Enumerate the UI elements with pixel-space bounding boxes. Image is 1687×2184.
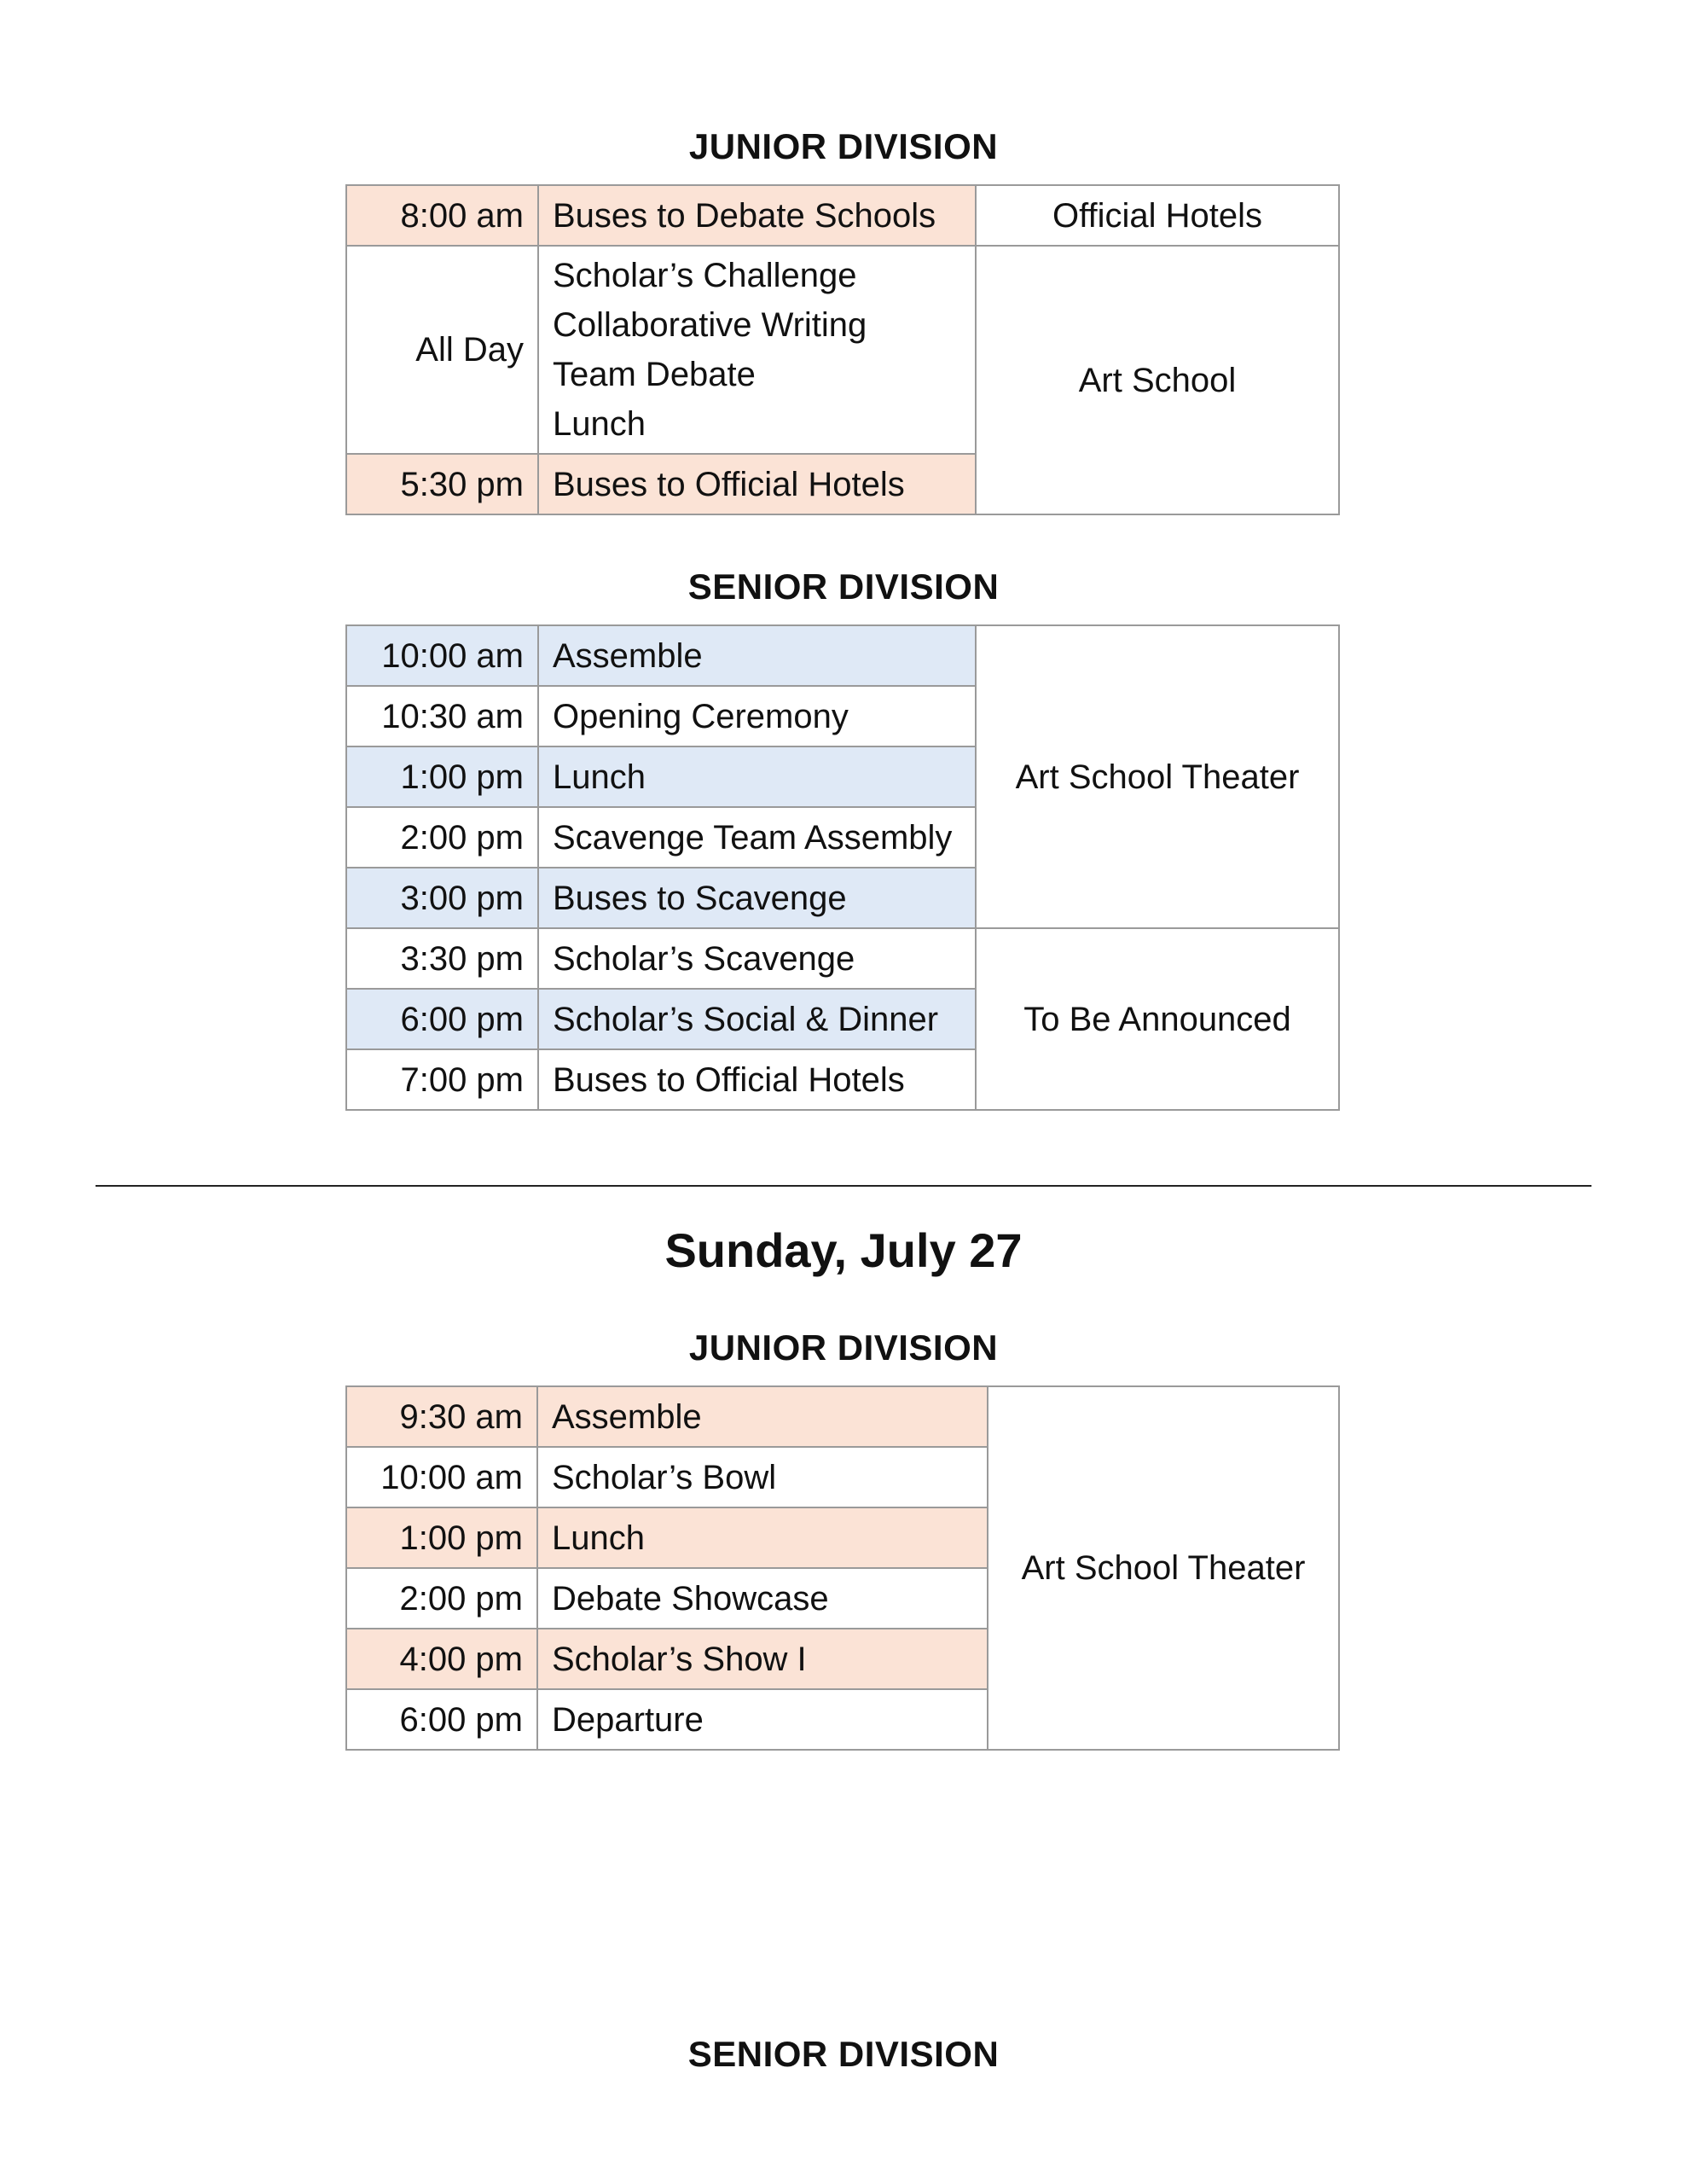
time-cell: 2:00 pm (346, 1568, 537, 1629)
table-row (346, 1386, 1339, 1447)
time-cell: 9:30 am (346, 1386, 537, 1447)
time-cell: 10:00 am (346, 1447, 537, 1507)
event-cell: Opening Ceremony (538, 686, 976, 746)
junior-division-heading: JUNIOR DIVISION (688, 126, 999, 166)
day-title: Sunday, July 27 (664, 1223, 1023, 1277)
time-cell: 10:30 am (346, 686, 538, 746)
location-cell: Official Hotels (976, 185, 1339, 246)
event-cell: Buses to Debate Schools (538, 185, 976, 246)
event-cell: Assemble (538, 625, 976, 686)
event-cell (538, 246, 976, 454)
senior-division-heading: SENIOR DIVISION (687, 2034, 1000, 2074)
time-cell: 3:00 pm (346, 868, 538, 928)
time-cell: 8:00 am (346, 185, 538, 246)
time-cell: 6:00 pm (346, 1689, 537, 1750)
table-row (346, 185, 1339, 246)
location-cell: To Be Announced (976, 928, 1339, 1110)
section-divider (96, 1185, 1591, 1187)
location-cell: Art School Theater (988, 1386, 1339, 1750)
event-cell: Departure (537, 1689, 988, 1750)
time-cell: 5:30 pm (346, 454, 538, 514)
time-cell: 3:30 pm (346, 928, 538, 989)
event-cell: Scavenge Team Assembly (538, 807, 976, 868)
location-cell: Art School Theater (976, 625, 1339, 928)
event-cell: Scholar’s Bowl (537, 1447, 988, 1507)
junior-division-heading: JUNIOR DIVISION (688, 1327, 999, 1368)
time-cell: 7:00 pm (346, 1049, 538, 1110)
event-line: Team Debate (553, 356, 756, 393)
event-cell: Buses to Official Hotels (538, 454, 976, 514)
time-cell: 4:00 pm (346, 1629, 537, 1689)
event-cell: Debate Showcase (537, 1568, 988, 1629)
time-cell: 1:00 pm (346, 1507, 537, 1568)
event-line: Collaborative Writing (553, 306, 867, 344)
table-row (346, 246, 1339, 454)
event-cell: Buses to Scavenge (538, 868, 976, 928)
table-row (346, 625, 1339, 686)
junior-division-schedule-table (345, 1385, 1340, 1751)
senior-division-heading: SENIOR DIVISION (687, 566, 1000, 607)
event-cell: Lunch (537, 1507, 988, 1568)
event-cell: Assemble (537, 1386, 988, 1447)
table-row (346, 928, 1339, 989)
junior-division-schedule-table (345, 184, 1340, 515)
location-cell: Art School (976, 246, 1339, 514)
event-cell: Scholar’s Scavenge (538, 928, 976, 989)
event-line: Lunch (553, 405, 646, 443)
event-cell: Buses to Official Hotels (538, 1049, 976, 1110)
event-line: Scholar’s Challenge (553, 257, 857, 294)
event-cell: Scholar’s Social & Dinner (538, 989, 976, 1049)
event-cell: Scholar’s Show I (537, 1629, 988, 1689)
time-cell: 10:00 am (346, 625, 538, 686)
time-cell: 6:00 pm (346, 989, 538, 1049)
event-cell: Lunch (538, 746, 976, 807)
time-cell: 2:00 pm (346, 807, 538, 868)
senior-division-schedule-table (345, 624, 1340, 1111)
time-cell: 1:00 pm (346, 746, 538, 807)
time-cell: All Day (346, 246, 538, 454)
